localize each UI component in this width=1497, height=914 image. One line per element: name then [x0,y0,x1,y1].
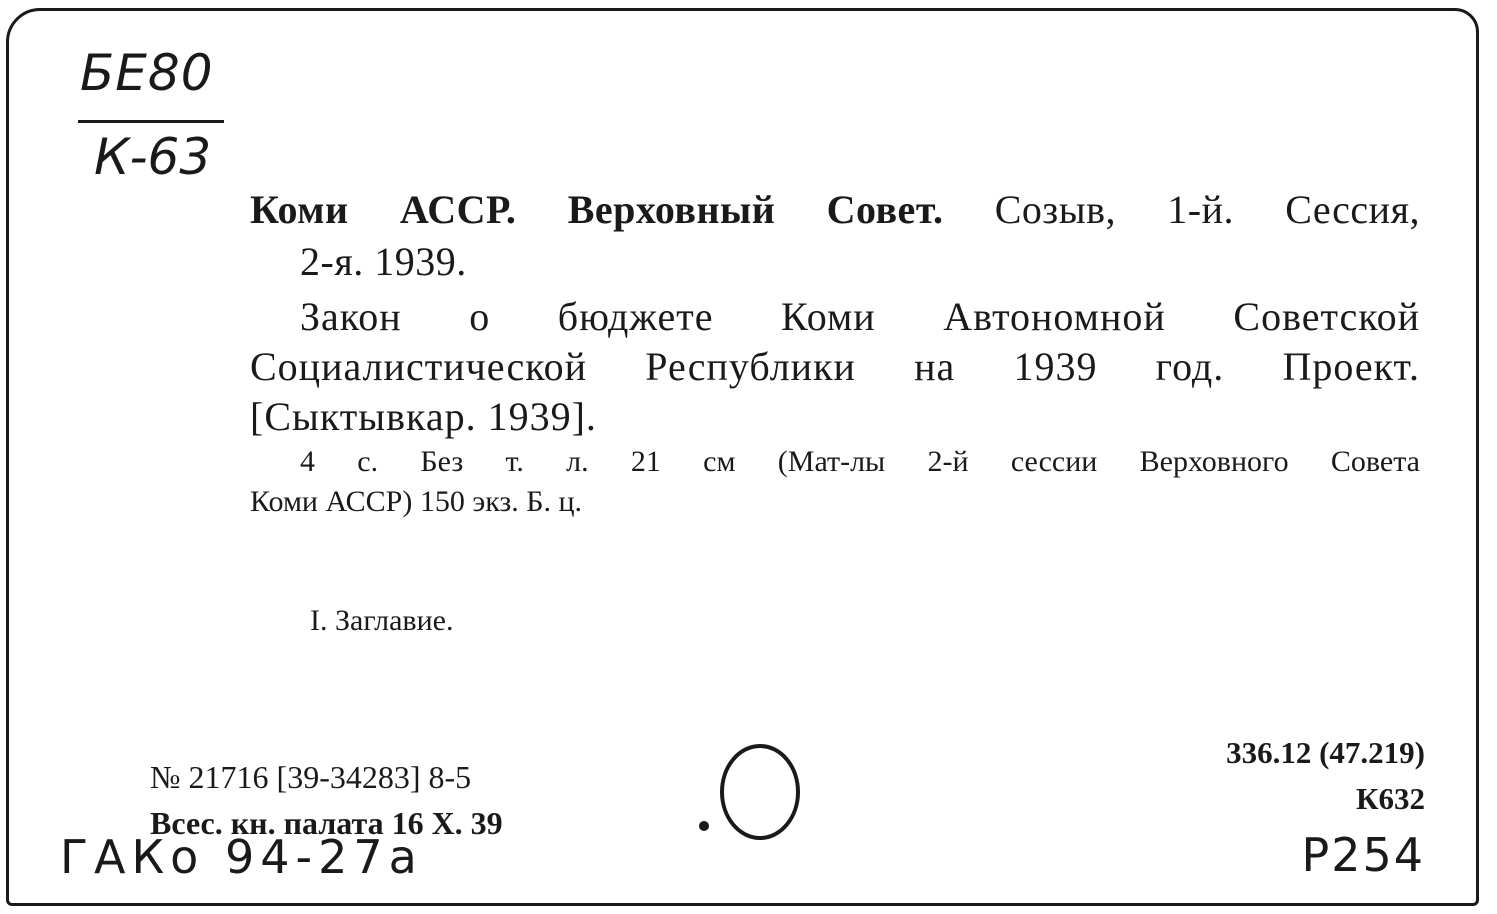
heading-organization: Коми АССР. Верховный Совет. [250,187,944,232]
title-line-2: Социалистической Республики на 1939 год. Проект. [250,344,1420,389]
title-line-3: [Сыктывкар. 1939]. [250,394,597,439]
shelfmark-top: БЕ80 [80,44,214,102]
author-mark: К632 [1356,781,1425,816]
tracing: I. Заглавие. [310,604,454,637]
punch-hole-icon [690,738,810,848]
heading-session: Созыв, 1-й. Сессия, [994,187,1420,232]
book-chamber: Всес. кн. палата 16 X. 39 [150,805,503,841]
shelfmark-divider [78,120,224,123]
bibliographic-entry [250,184,1420,522]
heading-year: 2-я. 1939. [300,239,467,284]
card-number: № 21716 [39-34283] 8-5 [150,759,472,795]
description-line-1: 4 с. Без т. л. 21 см (Мат-лы 2-й сессии Верховного Совета [300,445,1420,478]
classification-number: 336.12 (47.219) [1226,735,1425,770]
heading-line [250,184,1420,236]
handwritten-archive-code: ГАКо 94-27а [60,830,423,884]
shelfmark-bottom: К-63 [94,128,212,186]
handwritten-inventory-mark: P254 [1301,828,1425,882]
title-line-1: Закон о бюджете Коми Автономной Советской [300,294,1420,339]
footer-right [1226,730,1425,822]
description-line-2: Коми АССР) 150 экз. Б. ц. [250,485,583,518]
